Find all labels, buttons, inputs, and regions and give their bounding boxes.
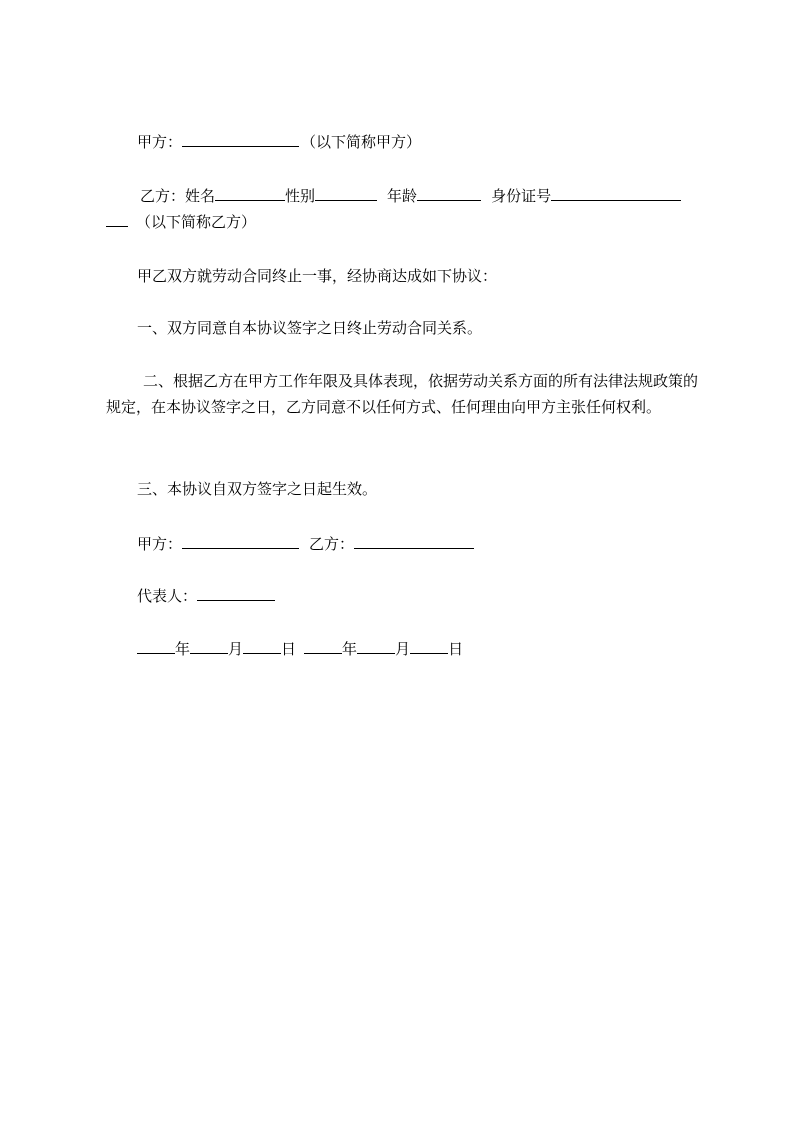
party-b-age-label: 年龄: [387, 187, 418, 205]
representative-label: 代表人：: [137, 587, 198, 605]
signature-party-a-label: 甲方：: [137, 535, 183, 553]
party-b-gender-label: 性别: [285, 187, 316, 205]
party-b-name-label: 姓名: [185, 187, 216, 205]
date-line: [137, 638, 463, 659]
intro-text: 甲乙双方就劳动合同终止一事，经协商达成如下协议：: [137, 267, 498, 285]
party-a-line: [137, 131, 421, 152]
date-b-day-label: 日: [448, 640, 464, 658]
date-b-year-label: 年: [342, 640, 358, 658]
signature-party-b-blank[interactable]: [354, 533, 474, 549]
party-b-gender-blank[interactable]: [315, 185, 377, 201]
date-a-month-blank[interactable]: [190, 638, 228, 654]
party-b-name-blank[interactable]: [215, 185, 285, 201]
party-b-id-blank[interactable]: [551, 185, 681, 201]
date-b-day-blank[interactable]: [410, 638, 448, 654]
date-a-day-label: 日: [281, 640, 297, 658]
clause-2: 二、根据乙方在甲方工作年限及具体表现，依据劳动关系方面的所有法律法规政策的规定，在本协议签字之日，乙方同意不以任何方式、任何理由向甲方主张任何权利。: [106, 372, 699, 416]
date-a-year-label: 年: [175, 640, 191, 658]
representative-line: [137, 585, 275, 606]
party-b-label: 乙方：: [140, 187, 186, 205]
party-b-line: [140, 185, 681, 206]
party-b-id-blank-continued[interactable]: [106, 211, 128, 227]
clause-3: 三、本协议自双方签字之日起生效。: [137, 480, 378, 498]
party-b-line-continued: [106, 211, 256, 232]
representative-blank[interactable]: [197, 585, 275, 601]
party-a-blank[interactable]: [182, 131, 299, 147]
party-b-id-label: 身份证号: [491, 187, 552, 205]
date-a-day-blank[interactable]: [243, 638, 281, 654]
party-a-suffix: （以下简称甲方）: [301, 133, 422, 151]
date-b-month-blank[interactable]: [357, 638, 395, 654]
signature-party-a-blank[interactable]: [182, 533, 299, 549]
clause-1: 一、双方同意自本协议签字之日终止劳动合同关系。: [137, 319, 483, 337]
date-a-year-blank[interactable]: [137, 638, 175, 654]
date-a-month-label: 月: [228, 640, 244, 658]
signature-party-b-label: 乙方：: [309, 535, 355, 553]
party-a-label: 甲方：: [137, 133, 183, 151]
signature-line: [137, 533, 474, 554]
date-b-month-label: 月: [395, 640, 411, 658]
party-b-age-blank[interactable]: [417, 185, 481, 201]
party-b-suffix: （以下简称乙方）: [136, 213, 257, 231]
date-b-year-blank[interactable]: [304, 638, 342, 654]
